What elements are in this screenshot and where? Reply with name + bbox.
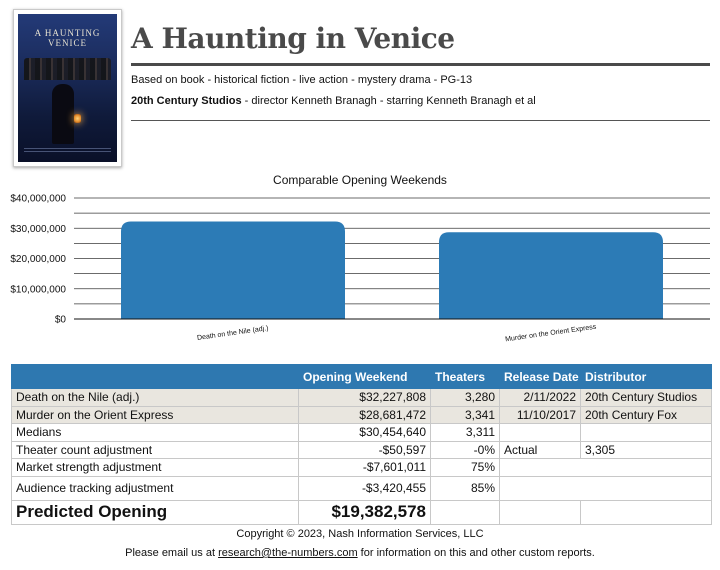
predicted-value: $19,382,578: [299, 500, 431, 524]
actual-label: Actual: [500, 441, 581, 459]
poster-title: [18, 28, 117, 48]
chart-y-tick-label: $40,000,000: [10, 193, 66, 205]
medians-label: Medians: [12, 424, 299, 442]
chart-y-tick-label: $30,000,000: [10, 223, 66, 235]
movie-genre-line: Based on book - historical fiction - live action - mystery drama - PG-13: [131, 74, 473, 86]
theater-adjustment-label: Theater count adjustment: [12, 441, 299, 459]
poster-title-prefix: A: [34, 28, 42, 38]
header-theaters: Theaters: [431, 365, 500, 389]
empty-cell: [500, 424, 581, 442]
poster-title-line1: HAUNTING: [44, 28, 101, 38]
chart-bar: [121, 222, 345, 319]
table-row: [12, 406, 712, 424]
medians-theaters: 3,311: [431, 424, 500, 442]
opening-weekend: $32,227,808: [299, 389, 431, 407]
page-title: A Haunting in Venice: [131, 22, 455, 55]
contact-line: [0, 547, 720, 559]
empty-cell: [581, 424, 712, 442]
poster-image: [18, 14, 117, 162]
chart-title: Comparable Opening Weekends: [273, 173, 447, 187]
comparable-openings-chart: [0, 188, 720, 358]
poster-lantern: [74, 114, 81, 123]
release-date: 11/10/2017: [500, 406, 581, 424]
movie-poster: [13, 9, 122, 167]
header-divider: [131, 120, 710, 121]
chart-y-tick-label: $10,000,000: [10, 284, 66, 296]
chart-bar: [439, 232, 663, 319]
chart-x-tick-label: Death on the Nile (adj.): [196, 325, 269, 342]
poster-crowd: [24, 58, 111, 80]
poster-title-line2: VENICE: [48, 38, 87, 48]
chart-x-tick-label: Murder on the Orient Express: [504, 323, 597, 344]
medians-row: [12, 424, 712, 442]
theaters: 3,341: [431, 406, 500, 424]
poster-figure: [52, 84, 74, 144]
theaters: 3,280: [431, 389, 500, 407]
title-divider: [131, 63, 710, 66]
header-name: [12, 365, 299, 389]
audience-adjustment-row: [12, 476, 712, 500]
empty-cell: [581, 500, 712, 524]
audience-adjustment-value: -$3,420,455: [299, 476, 431, 500]
theater-adjustment-row: [12, 441, 712, 459]
email-suffix: for information on this and other custom reports.: [357, 547, 595, 559]
distributor: 20th Century Studios: [581, 389, 712, 407]
predicted-row: [12, 500, 712, 524]
table-row: [12, 389, 712, 407]
chart-y-tick-label: $0: [54, 314, 66, 326]
movie-name: Death on the Nile (adj.): [12, 389, 299, 407]
market-adjustment-row: [12, 459, 712, 477]
empty-cell: [500, 459, 712, 477]
market-adjustment-value: -$7,601,011: [299, 459, 431, 477]
copyright: Copyright © 2023, Nash Information Services, LLC: [236, 528, 484, 540]
header-opening-weekend: Opening Weekend: [299, 365, 431, 389]
opening-weekend: $28,681,472: [299, 406, 431, 424]
theater-adjustment-pct: -0%: [431, 441, 500, 459]
movie-credits-line: [131, 95, 536, 107]
studio-name: 20th Century Studios: [131, 95, 242, 107]
empty-cell: [500, 500, 581, 524]
header-distributor: Distributor: [581, 365, 712, 389]
email-prefix: Please email us at: [125, 547, 219, 559]
empty-cell: [431, 500, 500, 524]
header-release-date: Release Date: [500, 365, 581, 389]
theater-adjustment-value: -$50,597: [299, 441, 431, 459]
audience-adjustment-pct: 85%: [431, 476, 500, 500]
audience-adjustment-label: Audience tracking adjustment: [12, 476, 299, 500]
empty-cell: [500, 476, 712, 500]
medians-opening: $30,454,640: [299, 424, 431, 442]
comparables-table: [11, 364, 712, 525]
actual-theaters: 3,305: [581, 441, 712, 459]
market-adjustment-pct: 75%: [431, 459, 500, 477]
release-date: 2/11/2022: [500, 389, 581, 407]
chart-y-tick-label: $20,000,000: [10, 254, 66, 265]
movie-name: Murder on the Orient Express: [12, 406, 299, 424]
table-header-row: [12, 365, 712, 389]
predicted-label: Predicted Opening: [12, 500, 299, 524]
credits-rest: - director Kenneth Branagh - starring Kenneth Branagh et al: [241, 95, 536, 107]
poster-credits: [24, 148, 111, 152]
distributor: 20th Century Fox: [581, 406, 712, 424]
market-adjustment-label: Market strength adjustment: [12, 459, 299, 477]
email-link[interactable]: research@the-numbers.com: [218, 547, 358, 559]
